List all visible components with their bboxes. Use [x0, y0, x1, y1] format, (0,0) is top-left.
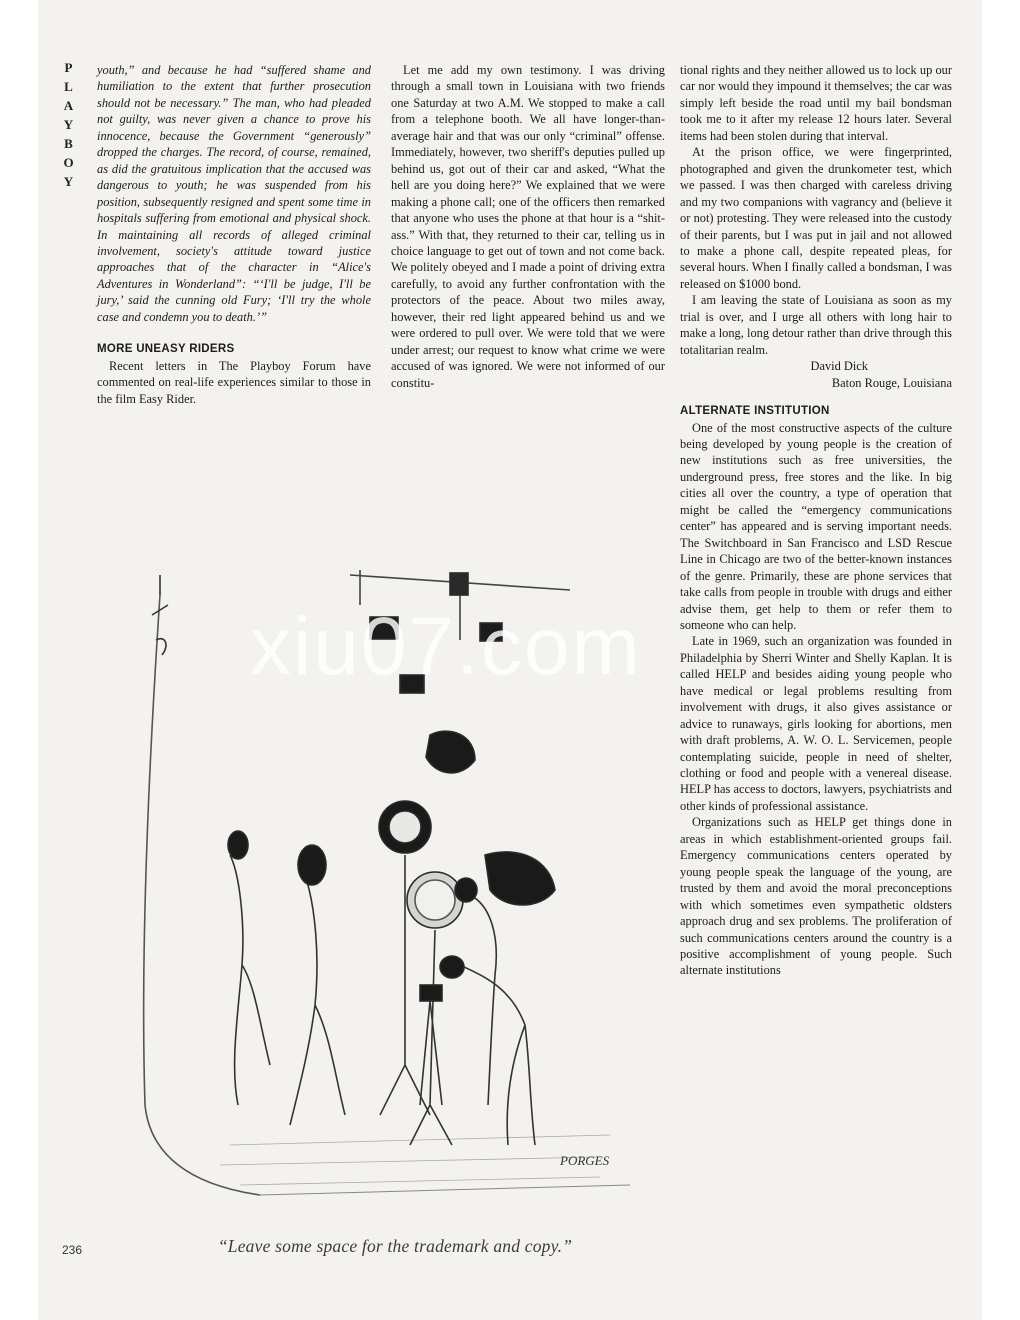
prison-paragraph: At the prison office, we were fingerprinted, photographed and given the drunkometer test, which we passed. I was then charged with careless driving and my two companions with vagrancy and (believe it or not) protesting. They were released into the custody of their parents, but I was put in jail and not allowed to make a phone call, despite repeated pleas, for several hours. When I finally called a bondsman, I was released on $1000 bond.: [680, 145, 952, 291]
column-1: [97, 62, 371, 407]
column-2: [391, 62, 665, 391]
leaving-paragraph: I am leaving the state of Louisiana as soon as my trial is over, and I urge all others with long hair to make a long, long detour rather than drive through this totalitarian realm.: [680, 293, 952, 357]
title-letter: P: [64, 60, 74, 75]
section-heading-alternate-institution: ALTERNATE INSTITUTION: [680, 405, 830, 418]
letter-signature-name: David Dick: [810, 359, 868, 374]
playboy-vertical-title: [60, 58, 78, 191]
title-letter: A: [63, 98, 75, 113]
watermark: xiu07.com: [250, 601, 642, 692]
title-letter: O: [63, 155, 75, 170]
alternate-institution-paragraph: One of the most constructive aspects of the culture being developed by young people is the creation of new institutions such as free universities, the underground press, free stores and the like. In big cities all over the country, a type of operation that might be called the “emergency communications center” has appeared and is serving important needs. The Switchboard in San Francisco and LSD Rescue Line in Chicago are two of the better-known instances of the genre. Primarily, these are phone services that take calls from people in trouble with drugs and either advise them, get help to them or refer them to someone who can help.: [680, 420, 952, 632]
uneasy-riders-intro: Recent letters in The Playboy Forum have commented on real-life experiences similar to those in the film Easy Rider.: [97, 358, 371, 406]
title-letter: B: [64, 136, 74, 151]
continued-paragraph: tional rights and they neither allowed us to lock up our car nor would they impound it themselves; the car was simply left beside the road until my bail bondsman took me to it after my release 12 hours later. Several items had been stolen during that interval.: [680, 63, 952, 143]
column-3: [680, 62, 952, 979]
cartoon-signature: PORGES: [560, 1153, 610, 1168]
section-heading-uneasy-riders: MORE UNEASY RIDERS: [97, 343, 235, 356]
page-number: 236: [62, 1243, 83, 1257]
organizations-paragraph: Organizations such as HELP get things done in areas in which establishment-oriented groups fail. Emergency communications centers operated by young people speak the language of the young, are trusted by them and avoid the moral preconceptions with which sometimes even sympathetic oldsters approach drug and sex problems. The proliferation of such communications centers around the country is a positive accomplishment of young people. Such alternate institutions: [680, 815, 952, 978]
letter-signature-place: Baton Rouge, Louisiana: [831, 375, 952, 390]
cartoon-caption: “Leave some space for the trademark and copy.”: [217, 1236, 573, 1256]
fury-quote-paragraph: youth,” and because he had “suffered shame and humiliation to the extent that further prosecution should not be necessary.” The man, who had pleaded not guilty, was never given a chance to prove his innocence, because the Government “generously” dropped the charges. The record, of course, remained, as did the gratuitous implication that the accused was dangerous to youth; he was suspended from his position, subsequently resigned and spent some time in hospitals suffering from emotional and physical shock. In maintaining all records of alleged criminal involvement, society's attitude toward justice approaches that of the character in “Alice's Adventures in Wonderland”: “‘I'll be judge, I'll be jury,’ said the cunning old Fury; ‘I'll try the whole case and condemn you to death.’”: [97, 63, 371, 324]
title-letter: Y: [63, 117, 75, 132]
title-letter: Y: [63, 174, 75, 189]
help-founding-paragraph: Late in 1969, such an organization was founded in Philadelphia by Sherri Winter and Shelly Kaplan. It is called HELP and besides aiding young people who have medical or legal problems resulting from involvement with drugs, it also gives assistance or advice to runaways, girls looking for abortions, men with draft problems, A. W. O. L. Servicemen, people contemplating suicide, people in need of shelter, clothing or food and people with a venereal disease. HELP has access to doctors, lawyers, psychiatrists and other kinds of professional assistance.: [680, 634, 952, 813]
title-letter: L: [64, 79, 74, 94]
testimony-paragraph: Let me add my own testimony. I was driving through a small town in Louisiana with two friends one Saturday at two A.M. We stopped to make a call from a telephone booth. We all have longer-than-average hair and that was our only “criminal” offense. Immediately, however, two sheriff's deputies pulled up behind us, got out of their car and asked, “What the hell are you doing here?” We explained that we were making a phone call; one of the officers then remarked that anyone who uses the phone at that hour is a “shit-ass.” With that, they returned to their car, telling us in choice language to get out of town and not come back. We politely obeyed and I made a point of driving extra carefully, to avoid any further confrontation with the protectors of the peace. About two miles away, however, their red light appeared behind us and we were ordered to pull over. We were told that we were under arrest; our request to know what crime we were accused of was ignored. We were not informed of our constitu-: [391, 63, 665, 390]
